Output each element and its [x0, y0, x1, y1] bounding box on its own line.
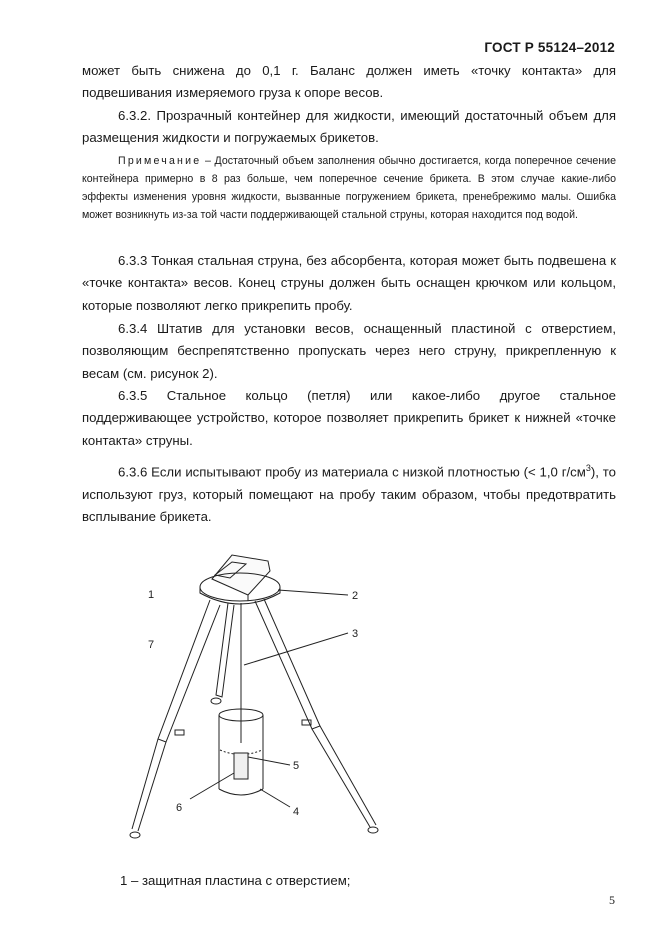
figure-label-4: 4 — [293, 806, 300, 818]
paragraph-6-3-3 — [82, 250, 616, 317]
paragraph-6-3-2 — [82, 105, 616, 150]
paragraph-text: может быть снижена до 0,1 г. Баланс должен иметь «точку контакта» для подвешивания измеряемого груза к опоре весов. — [82, 63, 616, 101]
figure-label-7: 7 — [148, 639, 155, 651]
figure-label-2: 2 — [352, 590, 359, 602]
paragraph-6-3-6 — [82, 457, 616, 529]
figure-label-3: 3 — [352, 628, 359, 640]
tripod-balance-figure — [120, 545, 390, 860]
note-label: Примечание — [118, 155, 202, 167]
paragraph-text: 6.3.5 Стальное кольцо (петля) или какое-либо другое стальное поддерживающее устройство, которое позволяет прикрепить брикет к нижней «точке контакта» струны. — [82, 388, 616, 448]
superscript-3: 3 — [585, 463, 591, 473]
briquette — [234, 753, 248, 779]
paragraph-6-3-4 — [82, 318, 616, 385]
page-number: 5 — [609, 893, 615, 907]
document-header: ГОСТ Р 55124–2012 — [484, 40, 615, 55]
tripod-leg-left — [158, 600, 220, 742]
note-text: – Достаточный объем заполнения обычно достигается, когда поперечное сечение контейнера примерно в 8 раз больше, чем поперечное сечение брикета. В этом случае какие-либо эффекты изменения уровня жидкости, вызванные погружением брикета, пренебрежимо малы. Ошибка может возникнуть из-за той части поддерживающей стальной струны, которая находится под водой. — [82, 155, 616, 221]
tripod-leg-middle — [216, 603, 234, 697]
paragraph-text: 6.3.2. Прозрачный контейнер для жидкости, имеющий достаточный объем для размещения жидкости и погружаемых брикетов. — [82, 108, 616, 146]
tripod-leg-right — [255, 599, 320, 729]
figure-label-5: 5 — [293, 760, 300, 772]
paragraph-text: 6.3.4 Штатив для установки весов, оснащенный пластиной с отверстием, позволяющим беспрепятственно пропускать через него струну, прикрепленную к весам (см. рисунок 2). — [82, 321, 616, 381]
paragraph-6-3-5 — [82, 385, 616, 452]
figure-label-1: 1 — [148, 589, 155, 601]
note-block — [82, 152, 616, 224]
paragraph-text-start: 6.3.6 Если испытывают пробу из материала с низкой плотностью (< 1,0 г/см — [118, 464, 586, 480]
paragraph-text: 6.3.3 Тонкая стальная струна, без абсорбента, которая может быть подвешена к «точке контакта» весов. Конец струны должен быть оснащен крючком или кольцом, которые позволяют легко прикрепить пробу. — [82, 253, 616, 313]
paragraph-continuation — [82, 60, 616, 105]
figure-caption-line: 1 – защитная пластина с отверстием; — [120, 873, 351, 888]
figure-label-6: 6 — [176, 802, 183, 814]
paragraph-text-end: ), то используют груз, который помещают на пробу таким образом, чтобы предотвратить всплывание брикета. — [82, 464, 616, 525]
